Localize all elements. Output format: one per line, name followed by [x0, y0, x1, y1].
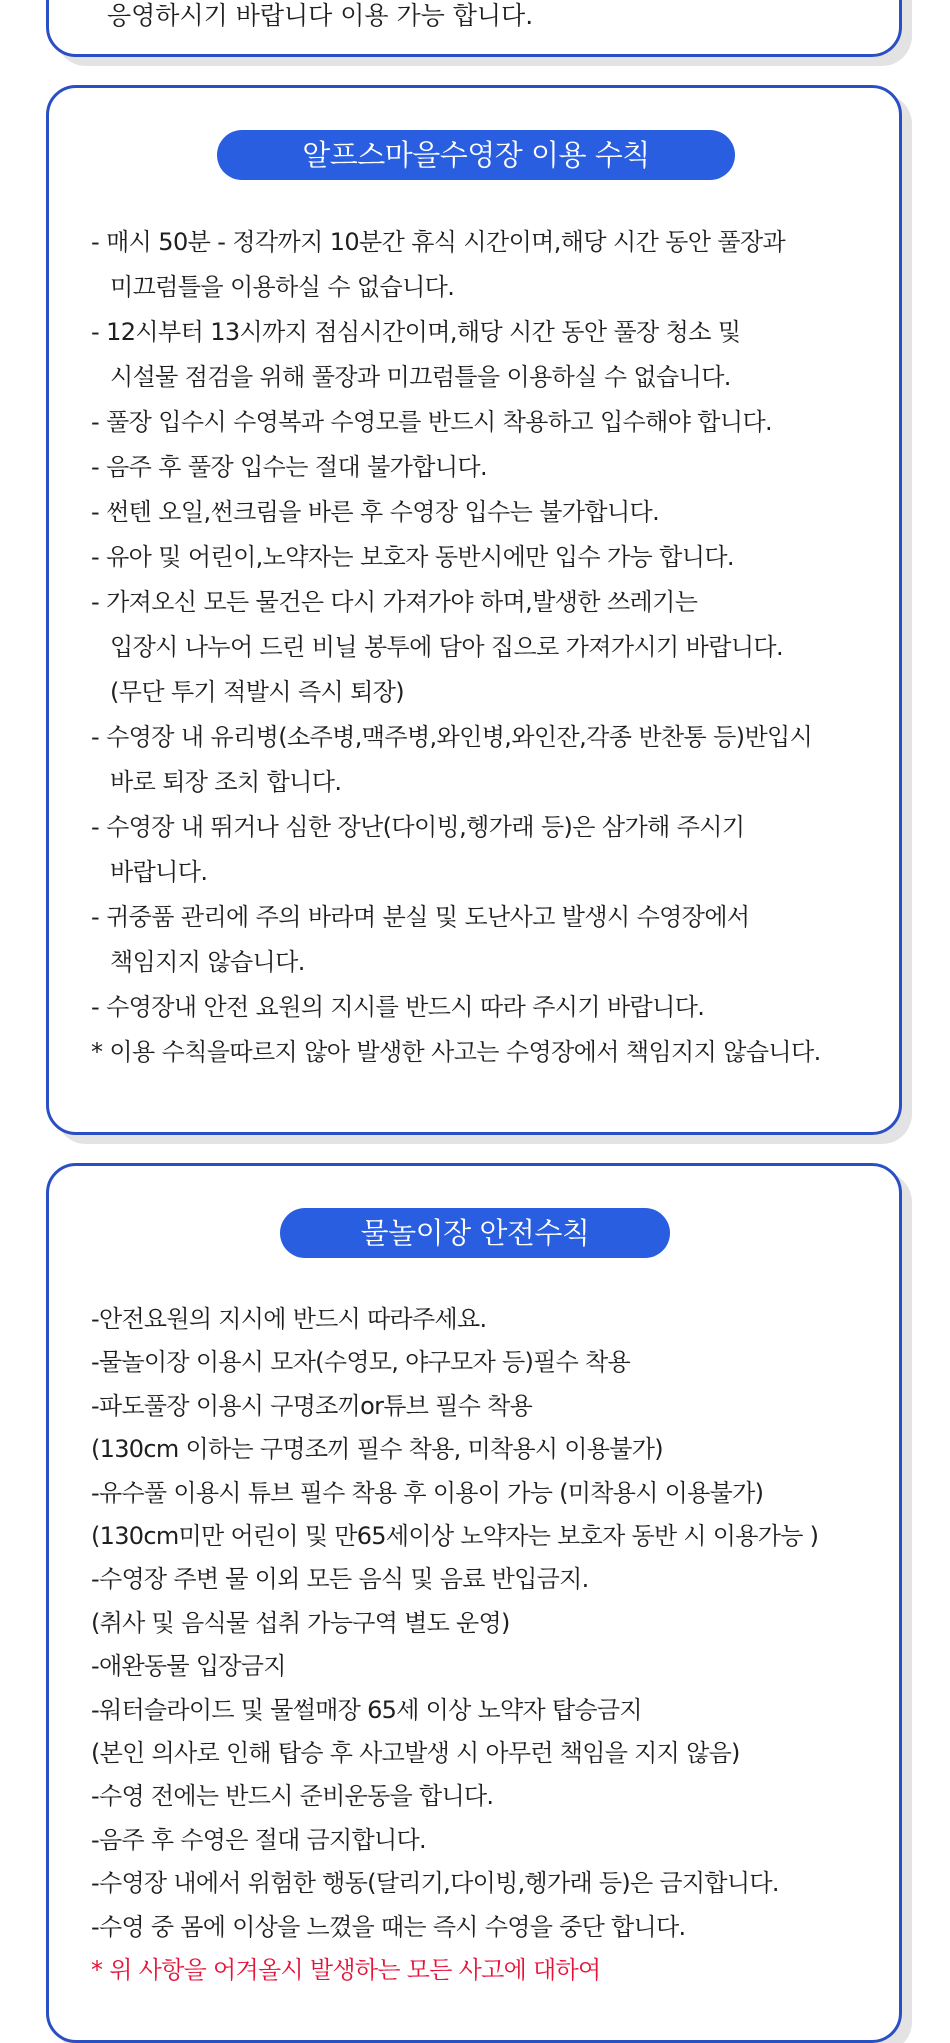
- safety-rule-item: -수영 전에는 반드시 준비운동을 합니다.: [91, 1782, 494, 1811]
- pool-rule-continuation: 입장시 나누어 드린 비닐 봉투에 담아 집으로 가져가시기 바랍니다.: [110, 633, 784, 661]
- safety-rule-item: (130cm 이하는 구명조끼 필수 착용, 미착용시 이용불가): [91, 1435, 663, 1464]
- pool-rule-continuation: 바로 퇴장 조치 합니다.: [110, 768, 342, 796]
- pool-rule-item: [91, 490, 881, 535]
- pool-rule-item: [91, 715, 881, 805]
- safety-rule-item: -음주 후 수영은 절대 금지합니다.: [91, 1825, 426, 1854]
- safety-rule-item: -애완동물 입장금지: [91, 1652, 286, 1681]
- pool-rule-item: [91, 805, 881, 895]
- pool-rule-text: - 수영장내 안전 요원의 지시를 반드시 따라 주시기 바랍니다.: [91, 993, 705, 1021]
- pool-rule-item: [91, 310, 881, 400]
- safety-rule-item: -유수풀 이용시 튜브 필수 착용 후 이용이 가능 (미착용시 이용불가): [91, 1478, 764, 1507]
- safety-rule-item: (취사 및 음식물 섭취 가능구역 별도 운영): [91, 1608, 510, 1637]
- safety-rule-item: (본인 의사로 인해 탑승 후 사고발생 시 아무런 책임을 지지 않음): [91, 1739, 740, 1768]
- pool-rule-text: - 수영장 내 유리병(소주병,맥주병,와인병,와인잔,각종 반찬통 등)반입시: [91, 723, 813, 751]
- pool-rule-item: [91, 580, 881, 715]
- pool-rule-text: - 가져오신 모든 물건은 다시 가져가야 하며,발생한 쓰레기는: [91, 588, 698, 616]
- cropped-text: 응영하시기 바랍니다 이용 가능 합니다.: [107, 1, 534, 30]
- waterpark-safety-card: [46, 1163, 902, 2043]
- pool-rule-item: [91, 985, 881, 1030]
- pool-rules-list: [91, 220, 881, 1075]
- pool-rule-item: [91, 535, 881, 580]
- pool-rule-continuation: 바랍니다.: [110, 858, 208, 886]
- pool-rule-text: - 유아 및 어린이,노약자는 보호자 동반시에만 입수 가능 합니다.: [91, 543, 734, 571]
- safety-notice: * 위 사항을 어겨올시 발생하는 모든 사고에 대하여: [91, 1956, 601, 1985]
- safety-rule-item: -수영 중 몸에 이상을 느꼈을 때는 즉시 수영을 중단 합니다.: [91, 1912, 686, 1941]
- pool-rule-continuation: 시설물 점검을 위해 풀장과 미끄럼틀을 이용하실 수 없습니다.: [110, 363, 731, 391]
- waterpark-safety-title: 물놀이장 안전수칙: [280, 1208, 670, 1258]
- safety-rule-item: -물놀이장 이용시 모자(수영모, 야구모자 등)필수 착용: [91, 1348, 631, 1377]
- pool-rule-text: - 음주 후 풀장 입수는 절대 불가합니다.: [91, 453, 488, 481]
- pool-rule-text: - 12시부터 13시까지 점심시간이며,해당 시간 동안 풀장 청소 및: [91, 318, 741, 346]
- pool-rule-text: - 매시 50분 - 정각까지 10분간 휴식 시간이며,해당 시간 동안 풀장과: [91, 228, 786, 256]
- previous-info-card: [46, 0, 902, 57]
- safety-rule-item: -워터슬라이드 및 물썰매장 65세 이상 노약자 탑승금지: [91, 1695, 642, 1724]
- pool-rule-item: [91, 895, 881, 985]
- pool-rule-continuation: 책임지지 않습니다.: [110, 948, 305, 976]
- pool-rules-card: [46, 85, 902, 1135]
- pool-rules-notice: * 이용 수칙을따르지 않아 발생한 사고는 수영장에서 책임지지 않습니다.: [91, 1038, 821, 1066]
- pool-rule-continuation: (무단 투기 적발시 즉시 퇴장): [110, 678, 405, 706]
- pool-rule-text: - 썬텐 오일,썬크림을 바른 후 수영장 입수는 불가합니다.: [91, 498, 660, 526]
- pool-rule-text: - 풀장 입수시 수영복과 수영모를 반드시 착용하고 입수해야 합니다.: [91, 408, 773, 436]
- pool-rule-continuation: 미끄럼틀을 이용하실 수 없습니다.: [110, 273, 455, 301]
- waterpark-safety-list: [91, 1298, 891, 1993]
- pool-rule-text: - 수영장 내 뛰거나 심한 장난(다이빙,헹가래 등)은 삼가해 주시기: [91, 813, 745, 841]
- pool-rule-text: - 귀중품 관리에 주의 바라며 분실 및 도난사고 발생시 수영장에서: [91, 903, 750, 931]
- safety-rule-item: -수영장 내에서 위험한 행동(달리기,다이빙,헹가래 등)은 금지합니다.: [91, 1869, 779, 1898]
- safety-rule-item: (130cm미만 어린이 및 만65세이상 노약자는 보호자 동반 시 이용가능 ): [91, 1522, 819, 1551]
- safety-rule-item: -파도풀장 이용시 구명조끼or튜브 필수 착용: [91, 1391, 533, 1420]
- pool-rule-item: [91, 445, 881, 490]
- pool-rule-item: [91, 400, 881, 445]
- pool-rules-title: 알프스마을수영장 이용 수칙: [217, 130, 735, 180]
- safety-rule-item: -수영장 주변 물 이외 모든 음식 및 음료 반입금지.: [91, 1565, 589, 1594]
- safety-rule-item: -안전요원의 지시에 반드시 따라주세요.: [91, 1305, 487, 1333]
- pool-rule-item: [91, 220, 881, 310]
